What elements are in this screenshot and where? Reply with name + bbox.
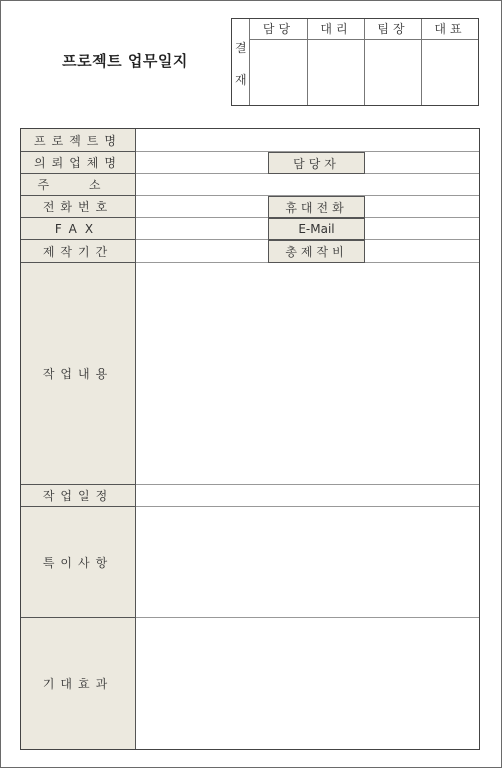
field-address[interactable] <box>136 174 479 196</box>
label-fax: FAX <box>21 218 136 240</box>
label-client-name: 의뢰업체명 <box>21 152 136 174</box>
approval-header: 대리 <box>308 19 364 40</box>
approval-header: 팀장 <box>365 19 421 40</box>
label-phone: 전화번호 <box>21 196 136 218</box>
label-work-content: 작업내용 <box>21 263 136 485</box>
label-work-schedule: 작업일정 <box>21 485 136 507</box>
approval-col-3 <box>365 19 422 105</box>
field-work-schedule[interactable] <box>136 485 479 507</box>
approval-col-2 <box>308 19 365 105</box>
approval-side-char-2: 재 <box>235 73 247 87</box>
approval-header: 담당 <box>250 19 307 40</box>
approval-col-4 <box>422 19 478 105</box>
approval-side-char-1: 결 <box>235 41 247 55</box>
approval-table <box>231 18 479 106</box>
label-manager: 담당자 <box>268 152 365 174</box>
approval-header: 대표 <box>422 19 478 40</box>
field-project-name[interactable] <box>136 129 479 152</box>
label-mobile: 휴대전화 <box>268 196 365 218</box>
approval-side-label <box>232 19 250 105</box>
label-email: E-Mail <box>268 218 365 240</box>
label-notes: 특이사항 <box>21 507 136 618</box>
field-expected-effect[interactable] <box>136 618 479 749</box>
document-title: 프로젝트 업무일지 <box>62 52 188 70</box>
field-notes[interactable] <box>136 507 479 618</box>
label-project-name: 프로젝트명 <box>21 129 136 152</box>
label-address: 주 소 <box>21 174 136 196</box>
label-production-period: 제작기간 <box>21 240 136 263</box>
field-work-content[interactable] <box>136 263 479 485</box>
project-form-table <box>20 128 480 750</box>
label-total-cost: 총제작비 <box>268 240 365 263</box>
approval-col-1 <box>250 19 308 105</box>
label-expected-effect: 기대효과 <box>21 618 136 749</box>
